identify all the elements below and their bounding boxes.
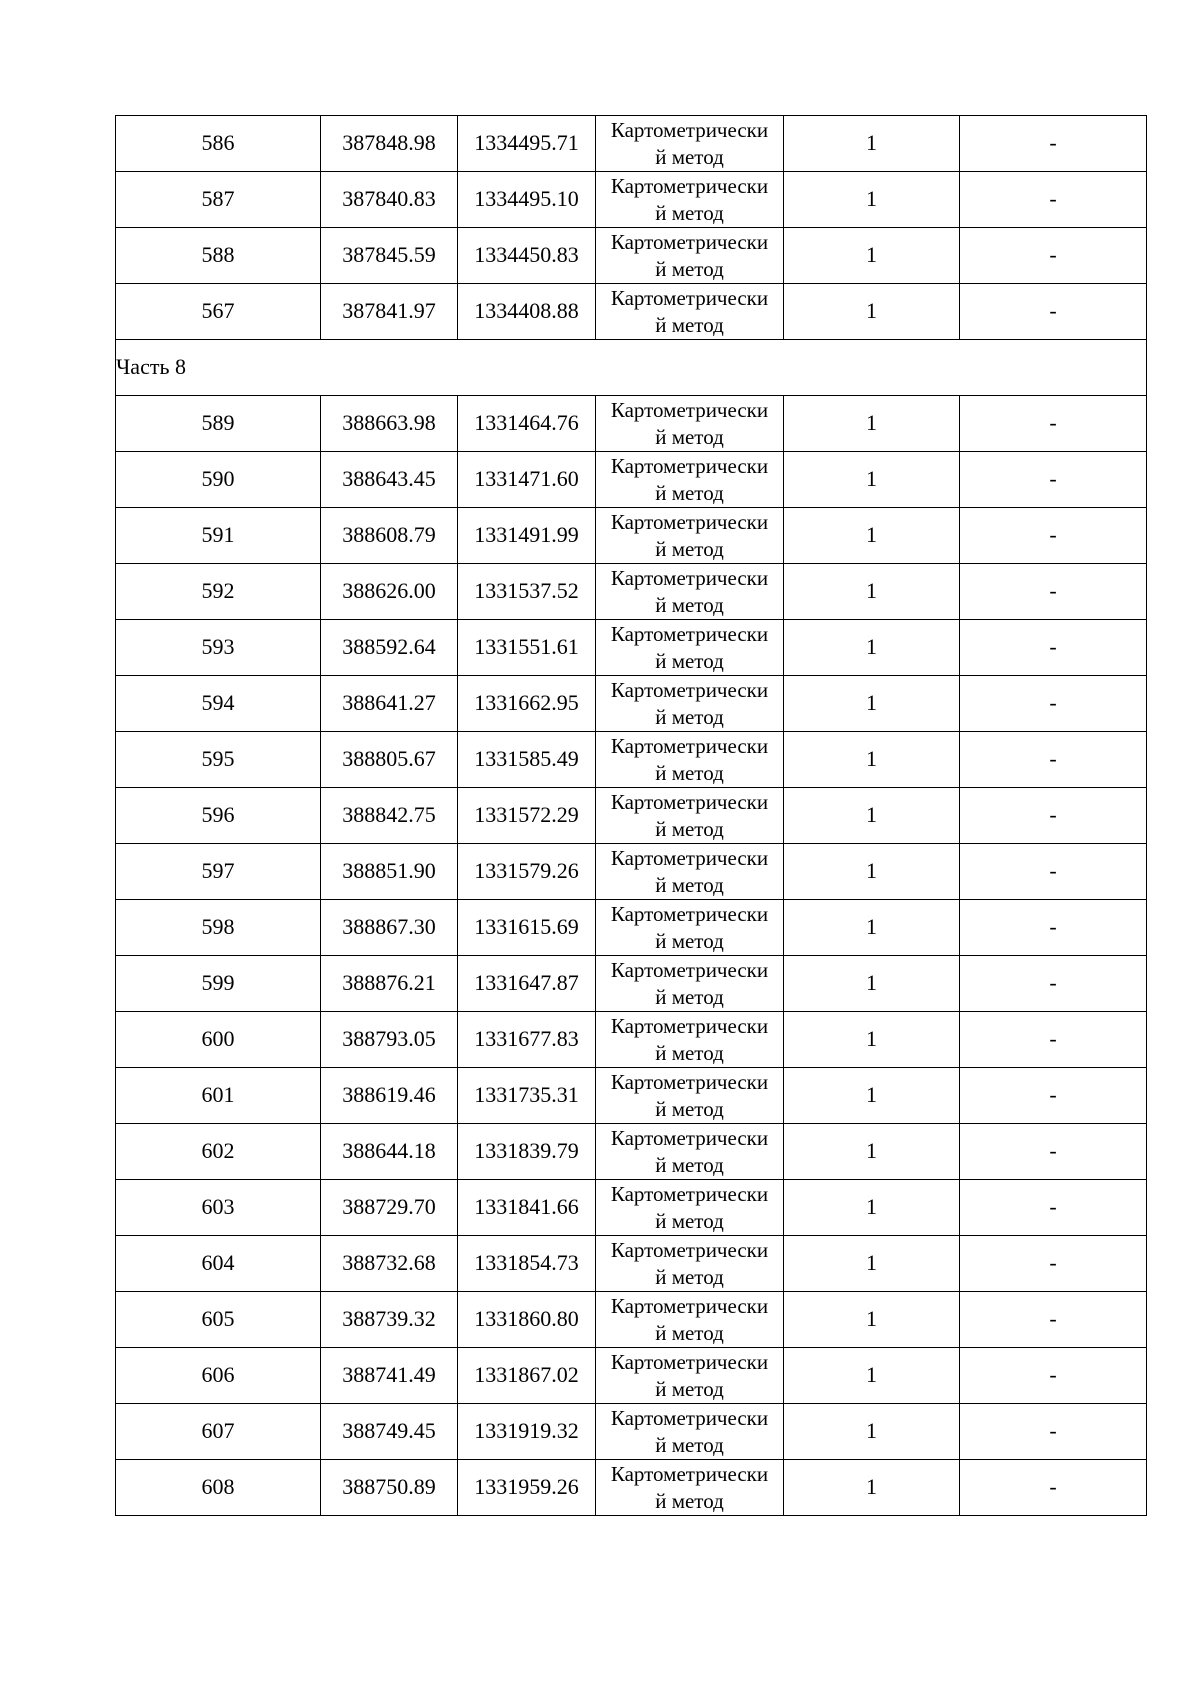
x-coordinate-cell: 388867.30 (321, 900, 458, 956)
table-row (116, 620, 1147, 676)
method-text-line2: й метод (655, 928, 724, 953)
x-coordinate-cell: 388641.27 (321, 676, 458, 732)
point-number-cell: 586 (116, 116, 321, 172)
point-number-cell: 600 (116, 1012, 321, 1068)
method-text-line1: Картометрически (610, 1069, 769, 1094)
point-number-cell: 593 (116, 620, 321, 676)
y-coordinate-cell: 1331537.52 (458, 564, 596, 620)
note-cell: - (960, 844, 1147, 900)
method-text-line2: й метод (655, 1376, 724, 1401)
coordinates-table (115, 115, 1147, 1516)
method-text-line2: й метод (655, 200, 724, 225)
precision-cell: 1 (784, 732, 960, 788)
method-cell (596, 844, 784, 900)
method-cell (596, 1348, 784, 1404)
precision-cell: 1 (784, 1348, 960, 1404)
y-coordinate-cell: 1331735.31 (458, 1068, 596, 1124)
method-text-line1: Картометрически (610, 1237, 769, 1262)
x-coordinate-cell: 388643.45 (321, 452, 458, 508)
table-row (116, 1012, 1147, 1068)
x-coordinate-cell: 387840.83 (321, 172, 458, 228)
point-number-cell: 608 (116, 1460, 321, 1516)
y-coordinate-cell: 1334495.71 (458, 116, 596, 172)
point-number-cell: 598 (116, 900, 321, 956)
method-text-line1: Картометрически (610, 285, 769, 310)
note-cell: - (960, 172, 1147, 228)
x-coordinate-cell: 388842.75 (321, 788, 458, 844)
precision-cell: 1 (784, 956, 960, 1012)
table-row (116, 1348, 1147, 1404)
method-cell (596, 1292, 784, 1348)
method-cell (596, 1404, 784, 1460)
method-text-line2: й метод (655, 648, 724, 673)
method-text-line1: Картометрически (610, 509, 769, 534)
x-coordinate-cell: 387845.59 (321, 228, 458, 284)
table-row (116, 172, 1147, 228)
precision-cell: 1 (784, 452, 960, 508)
method-text-line1: Картометрически (610, 957, 769, 982)
y-coordinate-cell: 1331841.66 (458, 1180, 596, 1236)
method-text-line1: Картометрически (610, 733, 769, 758)
x-coordinate-cell: 388805.67 (321, 732, 458, 788)
table-row (116, 732, 1147, 788)
precision-cell: 1 (784, 396, 960, 452)
precision-cell: 1 (784, 1068, 960, 1124)
table-row (116, 508, 1147, 564)
note-cell: - (960, 564, 1147, 620)
table-row (116, 284, 1147, 340)
x-coordinate-cell: 387841.97 (321, 284, 458, 340)
table-row (116, 1236, 1147, 1292)
note-cell: - (960, 1404, 1147, 1460)
x-coordinate-cell: 388663.98 (321, 396, 458, 452)
table-row (116, 956, 1147, 1012)
method-cell (596, 956, 784, 1012)
method-text-line2: й метод (655, 592, 724, 617)
precision-cell: 1 (784, 564, 960, 620)
note-cell: - (960, 1180, 1147, 1236)
table-row (116, 1180, 1147, 1236)
method-text-line2: й метод (655, 1040, 724, 1065)
method-cell (596, 228, 784, 284)
method-text-line1: Картометрически (610, 1461, 769, 1486)
note-cell: - (960, 956, 1147, 1012)
method-cell (596, 396, 784, 452)
x-coordinate-cell: 388749.45 (321, 1404, 458, 1460)
method-text-line2: й метод (655, 872, 724, 897)
note-cell: - (960, 788, 1147, 844)
method-text-line2: й метод (655, 480, 724, 505)
x-coordinate-cell: 388741.49 (321, 1348, 458, 1404)
precision-cell: 1 (784, 676, 960, 732)
y-coordinate-cell: 1334450.83 (458, 228, 596, 284)
y-coordinate-cell: 1331464.76 (458, 396, 596, 452)
y-coordinate-cell: 1331585.49 (458, 732, 596, 788)
method-cell (596, 1012, 784, 1068)
y-coordinate-cell: 1331551.61 (458, 620, 596, 676)
method-text-line2: й метод (655, 144, 724, 169)
y-coordinate-cell: 1331572.29 (458, 788, 596, 844)
method-text-line2: й метод (655, 1320, 724, 1345)
method-text-line1: Картометрически (610, 789, 769, 814)
precision-cell: 1 (784, 844, 960, 900)
method-text-line2: й метод (655, 984, 724, 1009)
method-cell (596, 1236, 784, 1292)
x-coordinate-cell: 388851.90 (321, 844, 458, 900)
x-coordinate-cell: 388750.89 (321, 1460, 458, 1516)
note-cell: - (960, 900, 1147, 956)
table-row (116, 844, 1147, 900)
table-row (116, 676, 1147, 732)
x-coordinate-cell: 388729.70 (321, 1180, 458, 1236)
point-number-cell: 594 (116, 676, 321, 732)
note-cell: - (960, 1348, 1147, 1404)
note-cell: - (960, 284, 1147, 340)
y-coordinate-cell: 1331491.99 (458, 508, 596, 564)
table-row (116, 1124, 1147, 1180)
method-text-line2: й метод (655, 536, 724, 561)
section-row-group (116, 340, 1147, 396)
note-cell: - (960, 1236, 1147, 1292)
method-text-line2: й метод (655, 1208, 724, 1233)
note-cell: - (960, 1292, 1147, 1348)
table-body-bottom (116, 396, 1147, 1516)
method-text-line1: Картометрически (610, 1293, 769, 1318)
note-cell: - (960, 1012, 1147, 1068)
point-number-cell: 602 (116, 1124, 321, 1180)
point-number-cell: 596 (116, 788, 321, 844)
method-cell (596, 676, 784, 732)
method-text-line1: Картометрически (610, 1125, 769, 1150)
method-text-line2: й метод (655, 1432, 724, 1457)
table-row (116, 396, 1147, 452)
method-cell (596, 116, 784, 172)
x-coordinate-cell: 387848.98 (321, 116, 458, 172)
method-text-line1: Картометрически (610, 845, 769, 870)
table-row (116, 452, 1147, 508)
precision-cell: 1 (784, 1460, 960, 1516)
table-row (116, 1292, 1147, 1348)
point-number-cell: 607 (116, 1404, 321, 1460)
precision-cell: 1 (784, 508, 960, 564)
y-coordinate-cell: 1331854.73 (458, 1236, 596, 1292)
point-number-cell: 606 (116, 1348, 321, 1404)
note-cell: - (960, 1068, 1147, 1124)
precision-cell: 1 (784, 1012, 960, 1068)
method-cell (596, 564, 784, 620)
table-body-top (116, 116, 1147, 340)
y-coordinate-cell: 1334408.88 (458, 284, 596, 340)
precision-cell: 1 (784, 1236, 960, 1292)
x-coordinate-cell: 388619.46 (321, 1068, 458, 1124)
method-text-line1: Картометрически (610, 1013, 769, 1038)
method-text-line2: й метод (655, 1488, 724, 1513)
method-cell (596, 1180, 784, 1236)
precision-cell: 1 (784, 284, 960, 340)
method-text-line2: й метод (655, 424, 724, 449)
method-text-line1: Картометрически (610, 621, 769, 646)
table-row (116, 116, 1147, 172)
x-coordinate-cell: 388644.18 (321, 1124, 458, 1180)
precision-cell: 1 (784, 1292, 960, 1348)
x-coordinate-cell: 388876.21 (321, 956, 458, 1012)
table-row (116, 1404, 1147, 1460)
point-number-cell: 567 (116, 284, 321, 340)
point-number-cell: 595 (116, 732, 321, 788)
method-cell (596, 284, 784, 340)
method-text-line1: Картометрически (610, 1181, 769, 1206)
point-number-cell: 591 (116, 508, 321, 564)
section-row (116, 340, 1147, 396)
y-coordinate-cell: 1331919.32 (458, 1404, 596, 1460)
note-cell: - (960, 732, 1147, 788)
point-number-cell: 588 (116, 228, 321, 284)
precision-cell: 1 (784, 620, 960, 676)
x-coordinate-cell: 388592.64 (321, 620, 458, 676)
method-cell (596, 732, 784, 788)
point-number-cell: 587 (116, 172, 321, 228)
table-row (116, 228, 1147, 284)
note-cell: - (960, 396, 1147, 452)
point-number-cell: 592 (116, 564, 321, 620)
precision-cell: 1 (784, 1124, 960, 1180)
method-text-line2: й метод (655, 312, 724, 337)
method-cell (596, 452, 784, 508)
x-coordinate-cell: 388739.32 (321, 1292, 458, 1348)
method-cell (596, 172, 784, 228)
precision-cell: 1 (784, 1180, 960, 1236)
note-cell: - (960, 676, 1147, 732)
y-coordinate-cell: 1331662.95 (458, 676, 596, 732)
method-cell (596, 620, 784, 676)
method-cell (596, 1460, 784, 1516)
point-number-cell: 589 (116, 396, 321, 452)
method-text-line2: й метод (655, 256, 724, 281)
method-text-line2: й метод (655, 1264, 724, 1289)
note-cell: - (960, 620, 1147, 676)
x-coordinate-cell: 388626.00 (321, 564, 458, 620)
point-number-cell: 590 (116, 452, 321, 508)
x-coordinate-cell: 388608.79 (321, 508, 458, 564)
table-row (116, 788, 1147, 844)
method-text-line2: й метод (655, 1152, 724, 1177)
precision-cell: 1 (784, 1404, 960, 1460)
method-text-line2: й метод (655, 816, 724, 841)
y-coordinate-cell: 1331579.26 (458, 844, 596, 900)
precision-cell: 1 (784, 900, 960, 956)
y-coordinate-cell: 1331860.80 (458, 1292, 596, 1348)
x-coordinate-cell: 388732.68 (321, 1236, 458, 1292)
method-cell (596, 788, 784, 844)
method-text-line1: Картометрически (610, 397, 769, 422)
precision-cell: 1 (784, 116, 960, 172)
method-text-line1: Картометрически (610, 453, 769, 478)
y-coordinate-cell: 1331615.69 (458, 900, 596, 956)
x-coordinate-cell: 388793.05 (321, 1012, 458, 1068)
y-coordinate-cell: 1331867.02 (458, 1348, 596, 1404)
method-text-line2: й метод (655, 1096, 724, 1121)
method-cell (596, 508, 784, 564)
method-text-line1: Картометрически (610, 677, 769, 702)
method-text-line2: й метод (655, 760, 724, 785)
table-row (116, 564, 1147, 620)
precision-cell: 1 (784, 228, 960, 284)
method-text-line1: Картометрически (610, 117, 769, 142)
method-text-line1: Картометрически (610, 1349, 769, 1374)
table-row (116, 900, 1147, 956)
y-coordinate-cell: 1331677.83 (458, 1012, 596, 1068)
y-coordinate-cell: 1331959.26 (458, 1460, 596, 1516)
method-cell (596, 1068, 784, 1124)
method-text-line1: Картометрически (610, 1405, 769, 1430)
point-number-cell: 601 (116, 1068, 321, 1124)
method-cell (596, 900, 784, 956)
point-number-cell: 599 (116, 956, 321, 1012)
note-cell: - (960, 1460, 1147, 1516)
note-cell: - (960, 228, 1147, 284)
table-row (116, 1068, 1147, 1124)
method-text-line2: й метод (655, 704, 724, 729)
point-number-cell: 603 (116, 1180, 321, 1236)
y-coordinate-cell: 1331647.87 (458, 956, 596, 1012)
section-label: Часть 8 (116, 340, 1147, 396)
y-coordinate-cell: 1331471.60 (458, 452, 596, 508)
y-coordinate-cell: 1334495.10 (458, 172, 596, 228)
point-number-cell: 597 (116, 844, 321, 900)
method-text-line1: Картометрически (610, 173, 769, 198)
method-text-line1: Картометрически (610, 901, 769, 926)
precision-cell: 1 (784, 788, 960, 844)
note-cell: - (960, 452, 1147, 508)
note-cell: - (960, 116, 1147, 172)
method-text-line1: Картометрически (610, 229, 769, 254)
method-cell (596, 1124, 784, 1180)
note-cell: - (960, 508, 1147, 564)
precision-cell: 1 (784, 172, 960, 228)
note-cell: - (960, 1124, 1147, 1180)
y-coordinate-cell: 1331839.79 (458, 1124, 596, 1180)
point-number-cell: 605 (116, 1292, 321, 1348)
point-number-cell: 604 (116, 1236, 321, 1292)
table-row (116, 1460, 1147, 1516)
method-text-line1: Картометрически (610, 565, 769, 590)
